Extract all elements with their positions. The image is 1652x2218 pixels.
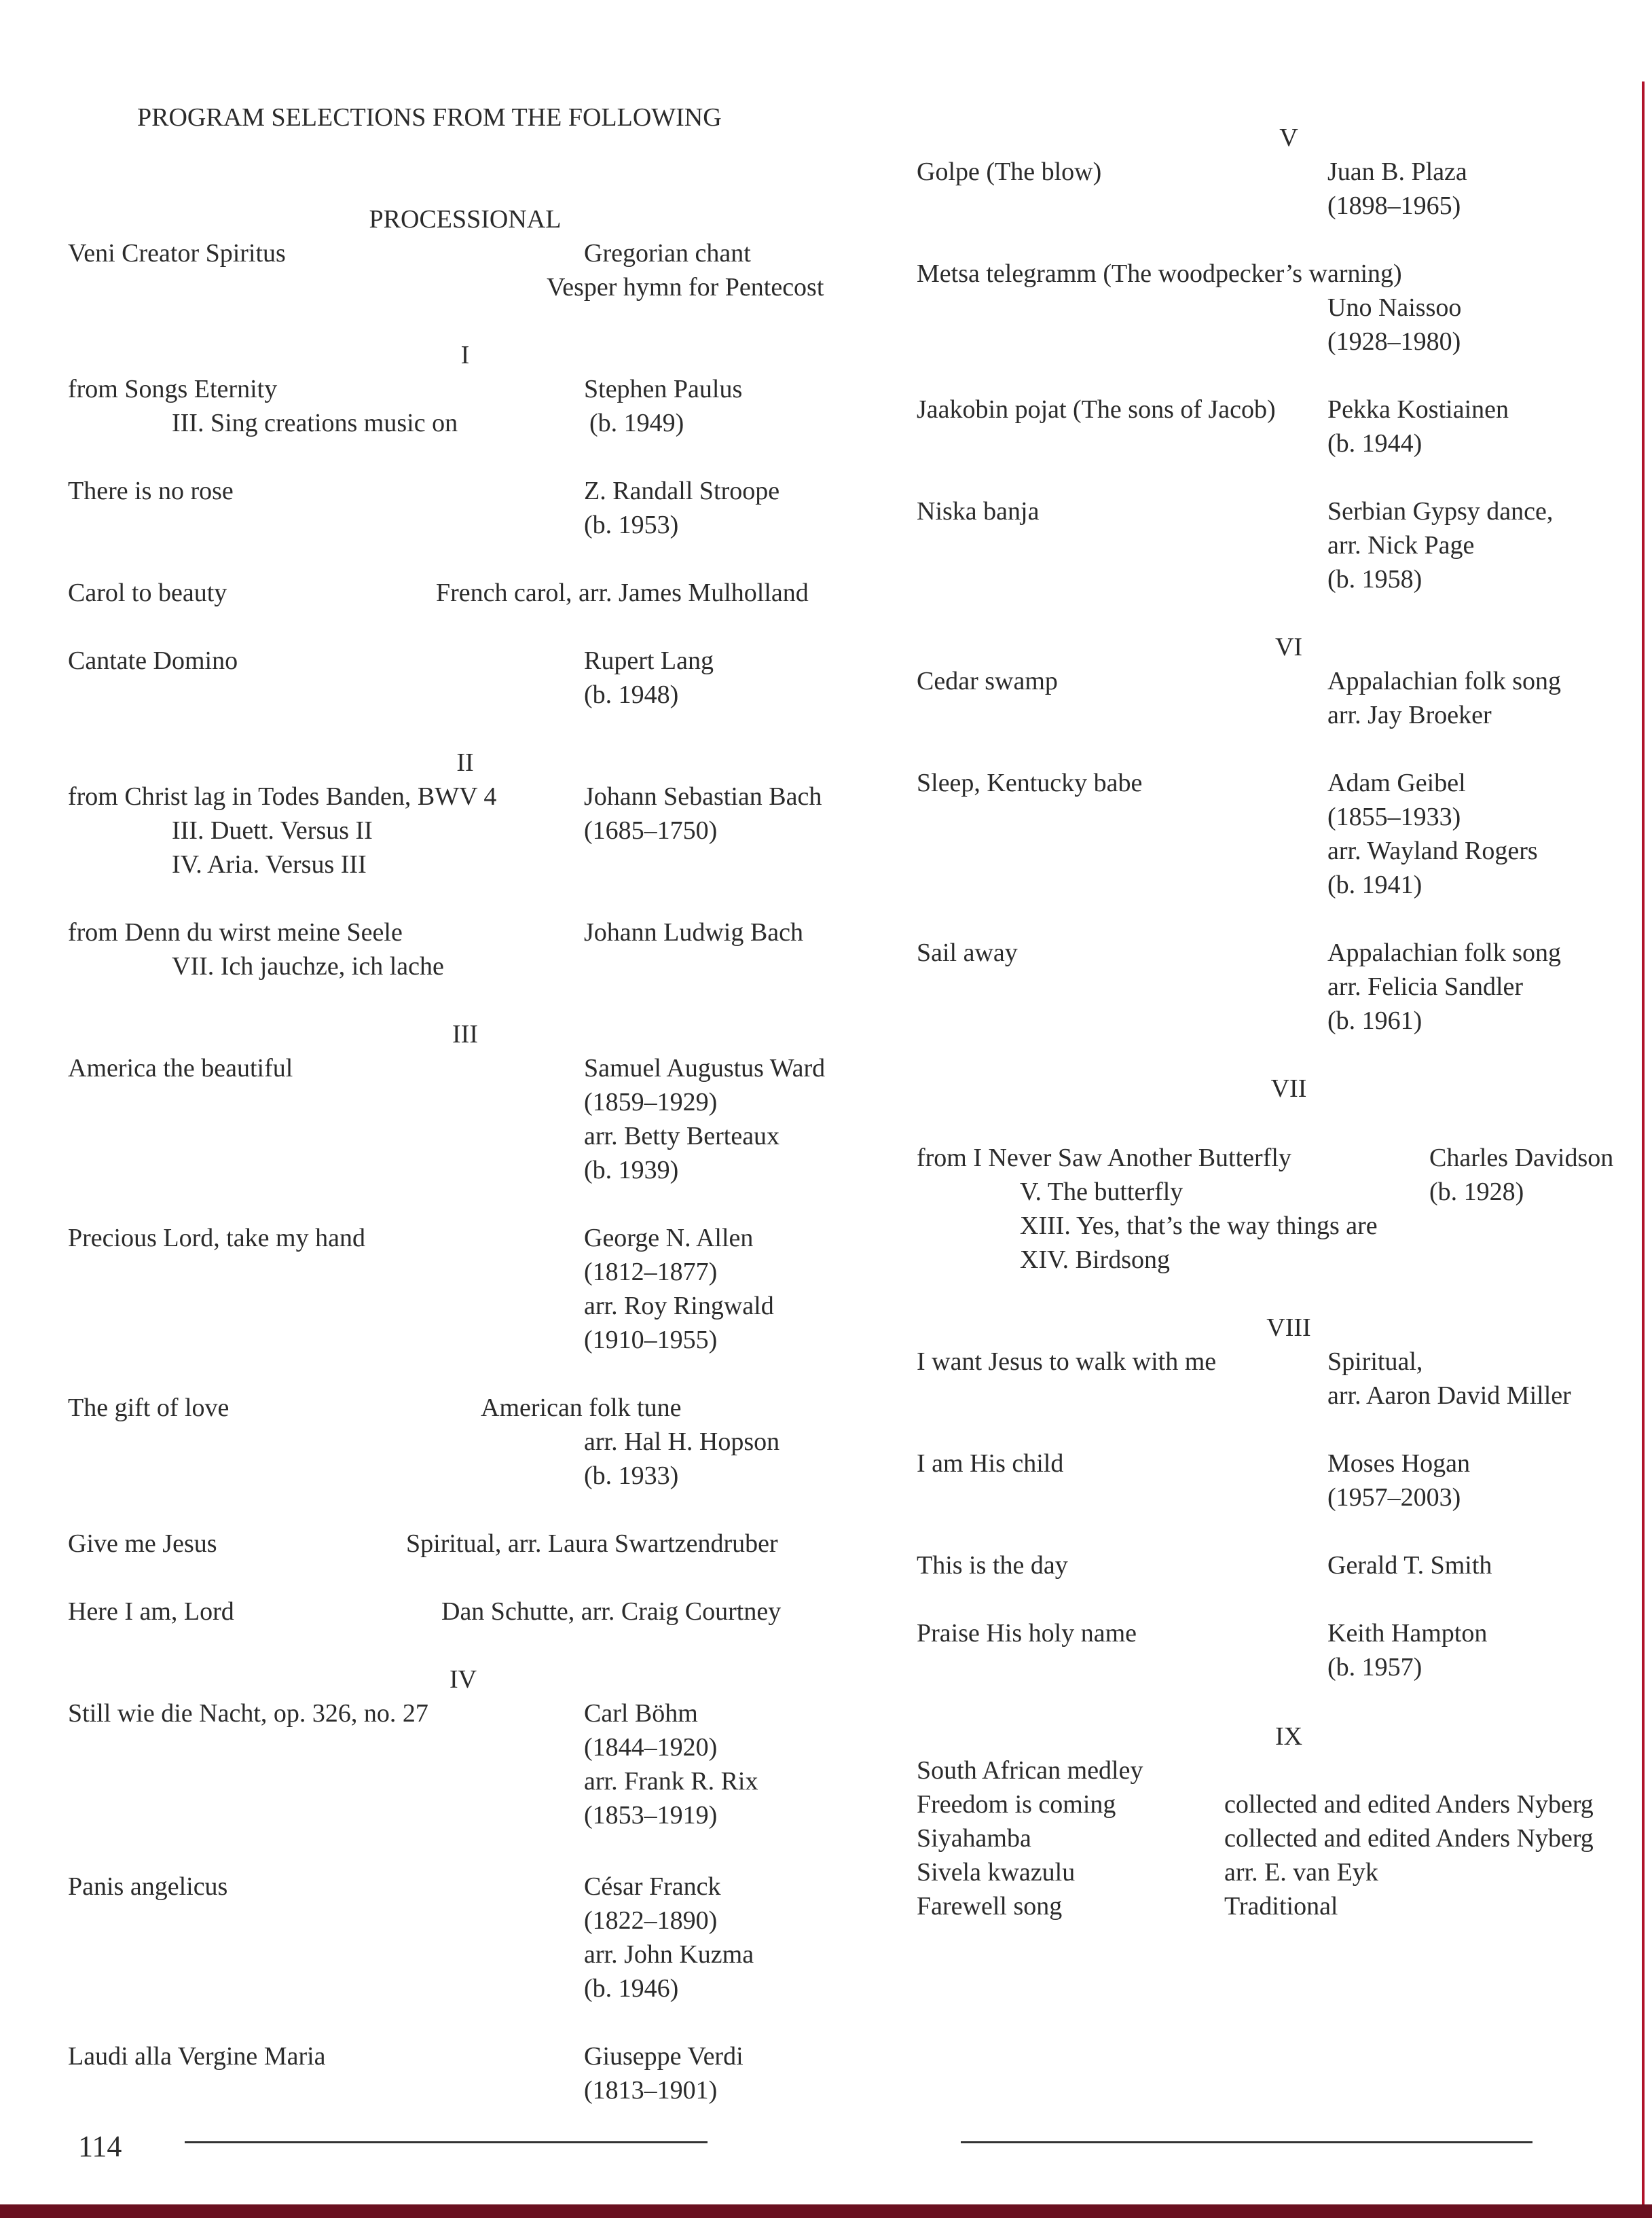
arranger-dates: (1910–1955) (584, 1326, 718, 1354)
piece-title: There is no rose (68, 477, 234, 505)
composer-dates: (b. 1944) (1327, 429, 1422, 458)
composer: Spiritual, (1327, 1347, 1423, 1376)
composer: César Franck (584, 1872, 721, 1901)
piece-title: from Denn du wirst meine Seele (68, 918, 403, 947)
page-edge-right (1642, 81, 1645, 2207)
piece-title: Metsa telegramm (The woodpecker’s warning) (917, 259, 1402, 288)
piece-title: Cedar swamp (917, 667, 1058, 695)
composer: Keith Hampton (1327, 1619, 1488, 1648)
medley-item-title: Farewell song (917, 1892, 1063, 1921)
medley-item-credit: collected and edited Anders Nyberg (1224, 1790, 1594, 1819)
arranger: arr. Betty Berteaux (584, 1122, 780, 1150)
section-heading-ii: II (456, 748, 474, 777)
composer: Juan B. Plaza (1327, 158, 1467, 186)
piece-title: I am His child (917, 1449, 1064, 1478)
piece-title: Cantate Domino (68, 647, 238, 675)
composer-dates: (1812–1877) (584, 1258, 718, 1286)
composer: Spiritual, arr. Laura Swartzendruber (406, 1529, 778, 1558)
composer: Stephen Paulus (584, 375, 743, 403)
medley-item-credit: Traditional (1224, 1892, 1338, 1921)
composer: Uno Naissoo (1327, 293, 1462, 322)
composer-dates: (1859–1929) (584, 1088, 718, 1116)
piece-title: The gift of love (68, 1394, 230, 1422)
composer-dates: (b. 1948) (584, 680, 679, 709)
composer: Dan Schutte, arr. Craig Courtney (441, 1597, 782, 1626)
arranger-dates: (1853–1919) (584, 1801, 718, 1830)
section-heading-vii: VII (1270, 1074, 1307, 1103)
arranger: arr. Wayland Rogers (1327, 837, 1538, 865)
movement: XIII. Yes, that’s the way things are (1020, 1212, 1378, 1240)
composer: Charles Davidson (1429, 1144, 1614, 1172)
composer-dates: (1957–2003) (1327, 1483, 1461, 1512)
medley-item-credit: collected and edited Anders Nyberg (1224, 1824, 1594, 1853)
movement: VII. Ich jauchze, ich lache (172, 952, 444, 981)
composer-dates: (1685–1750) (584, 816, 718, 845)
page-number: 114 (78, 2130, 122, 2163)
arranger-dates: (b. 1941) (1327, 871, 1422, 899)
arranger-dates: (b. 1933) (584, 1461, 679, 1490)
arranger: arr. Frank R. Rix (584, 1767, 758, 1796)
piece-title: Sleep, Kentucky babe (917, 769, 1143, 797)
piece-title: Golpe (The blow) (917, 158, 1102, 186)
piece-title: Laudi alla Vergine Maria (68, 2042, 326, 2071)
composer-dates: (b. 1953) (584, 511, 679, 539)
footer-rule-left (185, 2141, 708, 2143)
piece-title: Give me Jesus (68, 1529, 217, 1558)
arranger: arr. Jay Broeker (1327, 701, 1492, 729)
movement: III. Sing creations music on (172, 409, 458, 437)
composer: Appalachian folk song (1327, 939, 1562, 967)
composer: Johann Ludwig Bach (584, 918, 803, 947)
composer-dates: (b. 1928) (1429, 1178, 1524, 1206)
composer: Adam Geibel (1327, 769, 1466, 797)
section-heading-vi: VI (1274, 633, 1303, 661)
medley-item-title: Sivela kwazulu (917, 1858, 1076, 1887)
arranger-dates: (b. 1958) (1327, 565, 1422, 594)
composer: Gerald T. Smith (1327, 1551, 1492, 1580)
medley-item-credit: arr. E. van Eyk (1224, 1858, 1378, 1887)
composer-dates: (1928–1980) (1327, 327, 1461, 356)
section-heading-ix: IX (1274, 1722, 1303, 1751)
arranger: arr. Hal H. Hopson (584, 1428, 780, 1456)
composer-dates: (1898–1965) (1327, 192, 1461, 220)
composer: Carl Böhm (584, 1699, 698, 1728)
piece-title: America the beautiful (68, 1054, 293, 1083)
piece-title: I want Jesus to walk with me (917, 1347, 1217, 1376)
piece-title: from I Never Saw Another Butterfly (917, 1144, 1291, 1172)
footer-rule-right (961, 2141, 1532, 2143)
section-heading-i: I (460, 341, 470, 369)
piece-title: Jaakobin pojat (The sons of Jacob) (917, 395, 1276, 424)
composer: American folk tune (481, 1394, 682, 1422)
piece-title: Here I am, Lord (68, 1597, 234, 1626)
composer: Pekka Kostiainen (1327, 395, 1509, 424)
composer-dates: (1813–1901) (584, 2076, 718, 2105)
section-heading-viii: VIII (1266, 1313, 1311, 1342)
piece-title: Precious Lord, take my hand (68, 1224, 365, 1252)
composer-dates: (1822–1890) (584, 1906, 718, 1935)
arranger-dates: (b. 1946) (584, 1974, 679, 2003)
piece-title: This is the day (917, 1551, 1068, 1580)
composer-dates: (1844–1920) (584, 1733, 718, 1762)
medley-item-title: Freedom is coming (917, 1790, 1116, 1819)
piece-title: Still wie die Nacht, op. 326, no. 27 (68, 1699, 428, 1728)
section-heading-v: V (1279, 124, 1298, 152)
arranger: arr. Felicia Sandler (1327, 972, 1524, 1001)
piece-title: Panis angelicus (68, 1872, 228, 1901)
movement: V. The butterfly (1020, 1178, 1183, 1206)
arranger-dates: (b. 1961) (1327, 1006, 1422, 1035)
composer-dates: (1855–1933) (1327, 803, 1461, 831)
arranger: arr. John Kuzma (584, 1940, 754, 1969)
piece-title: from Songs Eternity (68, 375, 278, 403)
piece-title: Veni Creator Spiritus (68, 239, 286, 268)
section-heading-processional: PROCESSIONAL (369, 205, 562, 234)
movement: III. Duett. Versus II (172, 816, 373, 845)
medley-title: South African medley (917, 1756, 1143, 1785)
program-title: PROGRAM SELECTIONS FROM THE FOLLOWING (137, 103, 722, 132)
composer-dates: (b. 1957) (1327, 1653, 1422, 1681)
composer-dates: (b. 1949) (589, 409, 684, 437)
arranger: arr. Nick Page (1327, 531, 1475, 560)
section-heading-iii: III (452, 1020, 478, 1049)
arranger: arr. Aaron David Miller (1327, 1381, 1571, 1410)
composer: Gregorian chant (584, 239, 751, 268)
arranger: arr. Roy Ringwald (584, 1292, 774, 1320)
composer: George N. Allen (584, 1224, 754, 1252)
composer: Z. Randall Stroope (584, 477, 780, 505)
movement: IV. Aria. Versus III (172, 850, 367, 879)
piece-title: Niska banja (917, 497, 1040, 526)
composer-note: Vesper hymn for Pentecost (547, 273, 824, 302)
piece-title: Praise His holy name (917, 1619, 1137, 1648)
composer: Serbian Gypsy dance, (1327, 497, 1554, 526)
composer: Johann Sebastian Bach (584, 782, 822, 811)
arranger-dates: (b. 1939) (584, 1156, 679, 1184)
piece-title: Sail away (917, 939, 1018, 967)
composer: Samuel Augustus Ward (584, 1054, 826, 1083)
composer: Rupert Lang (584, 647, 714, 675)
piece-title: from Christ lag in Todes Banden, BWV 4 (68, 782, 497, 811)
medley-item-title: Siyahamba (917, 1824, 1031, 1853)
composer: Appalachian folk song (1327, 667, 1562, 695)
composer: Moses Hogan (1327, 1449, 1471, 1478)
page-edge-bottom (0, 2204, 1652, 2218)
composer: French carol, arr. James Mulholland (436, 579, 809, 607)
section-heading-iv: IV (449, 1665, 477, 1694)
movement: XIV. Birdsong (1020, 1246, 1170, 1274)
composer: Giuseppe Verdi (584, 2042, 744, 2071)
piece-title: Carol to beauty (68, 579, 227, 607)
